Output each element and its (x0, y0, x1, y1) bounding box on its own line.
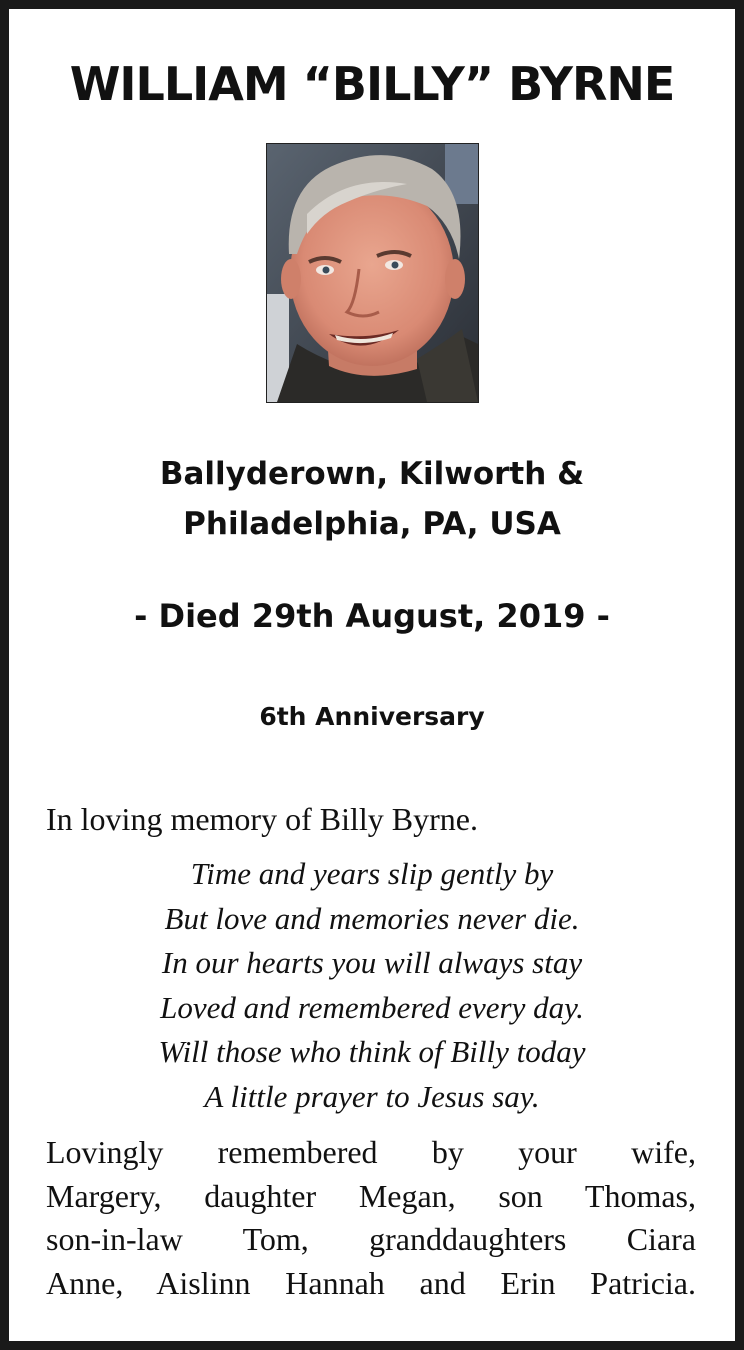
family-line: Anne, Aislinn Hannah and Erin Patricia. (46, 1264, 696, 1301)
location-line: Ballyderown, Kilworth & (159, 456, 585, 492)
family-line: son-in-law Tom, granddaughters Ciara (46, 1221, 696, 1257)
verse-line: Will those who think of Billy today (158, 1034, 586, 1069)
verse-line: Time and years slip gently by (190, 856, 554, 891)
deceased-name: WILLIAM “BILLY” BYRNE (69, 57, 675, 111)
location-line: Philadelphia, PA, USA (183, 506, 561, 542)
verse-line: In our hearts you will always stay (161, 945, 583, 980)
verse-line: A little prayer to Jesus say. (204, 1078, 540, 1114)
date-of-death: - Died 29th August, 2019 - (134, 597, 610, 635)
memorial-verse (9, 852, 735, 1119)
verse-line: But love and memories never die. (164, 900, 580, 936)
verse-line: Loved and remembered every day. (160, 989, 584, 1025)
family-line: Lovingly remembered by your wife, (46, 1134, 696, 1170)
family-remembrance (46, 1131, 696, 1305)
anniversary-label: 6th Anniversary (259, 702, 485, 731)
portrait-illustration (267, 144, 478, 402)
memorial-intro: In loving memory of Billy Byrne. (46, 801, 478, 837)
portrait-photo (266, 143, 479, 403)
family-line: Margery, daughter Megan, son Thomas, (46, 1177, 696, 1214)
location (9, 449, 735, 549)
